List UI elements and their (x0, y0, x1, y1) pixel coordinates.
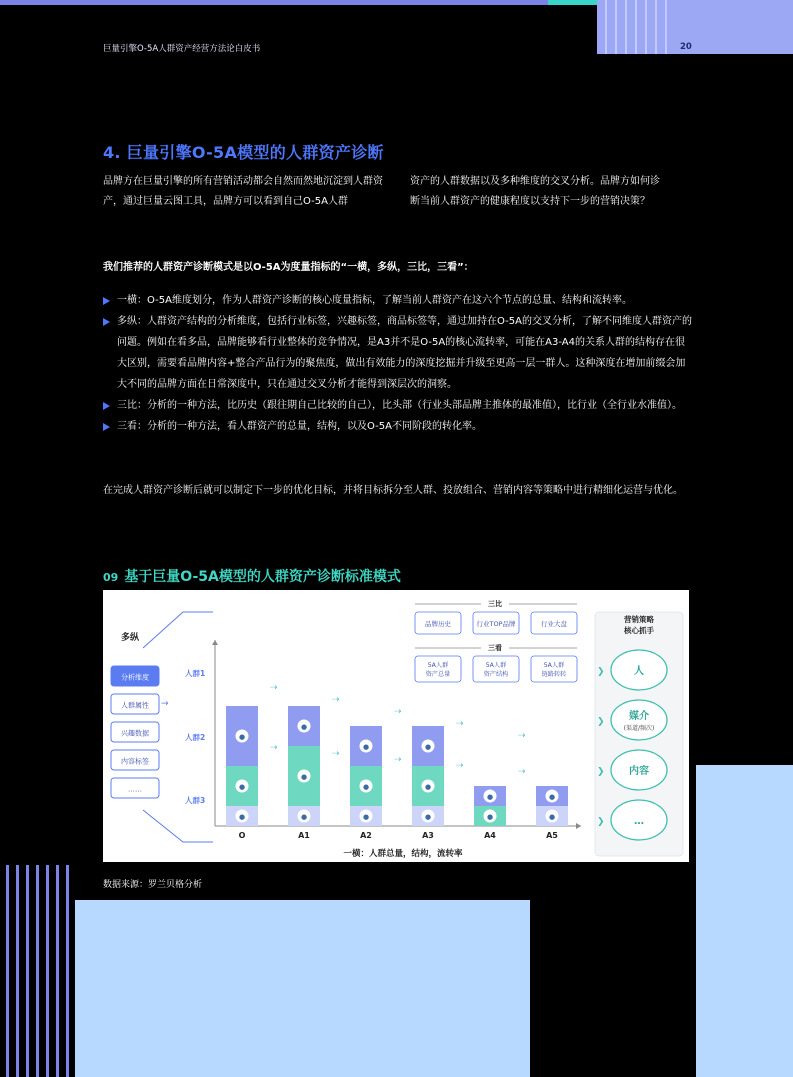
summary-paragraph: 在完成人群资产诊断后就可以制定下一步的优化目标，并将目标拆分至人群、投放组合、营销内容等策略中进行精细化运营与优化。 (103, 485, 683, 496)
y-axis-arrow-icon (212, 640, 218, 645)
duozong-connector-line (143, 612, 213, 648)
dimension-label: 分析维度 (121, 673, 149, 682)
triangle-bullet-icon (103, 402, 110, 410)
intro-right-line2: 断当前人群资产的健康程度以支持下一步的营销决策？ (410, 196, 650, 207)
bullet-list (103, 290, 693, 437)
bullet-text: 三比：分析的一种方法，比历史（跟往期自己比较的自己），比头部（行业头部品牌主推体的最准值），比行业（全行业水准值）。 (117, 400, 682, 411)
strategy-item: 内容 (629, 766, 649, 777)
flow-arrow-icon: ⇢ (332, 695, 340, 705)
decorative-stripes (0, 865, 80, 1077)
person-icon: ● (362, 813, 370, 821)
person-icon: ● (486, 813, 494, 821)
strategy-title: 核心抓手 (624, 626, 654, 635)
person-icon: ● (548, 793, 556, 801)
triangle-bullet-icon (103, 297, 110, 305)
person-icon: ● (424, 813, 432, 821)
sankan-box (415, 656, 461, 682)
x-tick-label: O (238, 831, 246, 840)
bullet-item (103, 395, 693, 416)
bullet-item (103, 416, 693, 437)
intro-left-line1: 品牌方在巨量引擎的所有营销活动都会自然而然地沉淀到人群资 (103, 176, 383, 187)
sankan-item: 资产结构 (483, 671, 509, 678)
dimension-label: …… (128, 785, 142, 794)
doc-header-title: 巨量引擎O-5A人群资产经营方法论白皮书 (103, 44, 261, 54)
lead-paragraph: 我们推荐的人群资产诊断模式是以O-5A为度量指标的“一横，多纵，三比，三看”： (103, 262, 474, 273)
person-icon: ● (300, 813, 308, 821)
intro-right-line1: 资产的人群数据以及多种维度的交叉分析。品牌方如何诊 (410, 176, 660, 187)
sanbi-item: 行业大盘 (541, 620, 567, 628)
sankan-label: 三看 (488, 644, 502, 652)
bullet-text: 多纵：人群资产结构的分析维度，包括行业标签，兴趣标签，商品标签等，通过加持在O-5A的交叉分析，了解不同维度人群资产的问题。例如在看多品，品牌能够看行业整体的竞争情况，是A3并不是O-5A的核心流转率，可能在A3-A4的关系人群的结构存在很大区别，需要看品牌内容+整合产品行为的聚焦度，做出有效能力的深度挖掘并升级至更高一层一群人。这种深度在增加前缀会加大不同的品牌方面在日常深度中，只在通过交叉分析才能得到深层次的洞察。 (117, 316, 692, 390)
person-icon: ● (238, 813, 246, 821)
strategy-sub: (渠道/频次) (623, 725, 655, 732)
dimension-label: 兴趣数据 (121, 729, 149, 738)
x-tick-label: A2 (360, 831, 372, 840)
top-accent-bar (0, 0, 548, 5)
chevron-right-icon: ❯ (597, 667, 605, 677)
figure-title (103, 566, 401, 586)
sankan-item: 资产总量 (425, 671, 451, 678)
bullet-item (103, 311, 693, 395)
decorative-block-left (75, 900, 530, 1077)
page-number: 20 (680, 42, 692, 52)
intro-right (410, 172, 693, 212)
person-icon: ● (548, 813, 556, 821)
diagram-svg (103, 590, 689, 862)
sanbi-label: 三比 (488, 600, 502, 608)
sanbi-item: 品牌历史 (425, 620, 451, 628)
figure-source: 数据来源：罗兰贝格分析 (103, 880, 203, 890)
flow-arrow-icon: ⇢ (270, 743, 278, 753)
o5a-diagnosis-diagram (103, 590, 689, 862)
chevron-right-icon: ❯ (597, 767, 605, 777)
group-label: 人群3 (185, 796, 206, 805)
x-tick-label: A4 (484, 831, 496, 840)
page-number-box (597, 0, 793, 54)
intro-left-line2: 产，通过巨量云图工具，品牌方可以看到自己O-5A人群 (103, 196, 348, 207)
person-icon: ● (362, 743, 370, 751)
dimension-label: 人群属性 (121, 701, 149, 710)
arrow-right-icon: → (161, 699, 169, 709)
flow-arrow-icon: ⇢ (332, 749, 340, 759)
section-title: 4. 巨量引擎O-5A模型的人群资产诊断 (103, 143, 384, 162)
strategy-item: 媒介 (629, 711, 649, 722)
flow-arrow-icon: ⇢ (394, 707, 402, 717)
flow-arrow-icon: ⇢ (456, 719, 464, 729)
x-axis-arrow-icon (576, 823, 581, 829)
person-icon: ● (238, 733, 246, 741)
sankan-item: 链路转转 (541, 671, 567, 678)
duozong-connector-line (143, 810, 213, 842)
person-icon: ● (300, 723, 308, 731)
intro-left (103, 172, 383, 212)
sankan-box (473, 656, 519, 682)
duozong-label: 多纵 (121, 633, 140, 643)
sankan-item: 5A人群 (427, 662, 449, 669)
chevron-right-icon: ❯ (597, 817, 605, 827)
sankan-item: 5A人群 (543, 662, 565, 669)
group-label: 人群2 (185, 733, 206, 742)
chevron-right-icon: ❯ (597, 717, 605, 727)
person-icon: ● (424, 743, 432, 751)
strategy-item: … (634, 816, 644, 827)
bullet-item (103, 290, 693, 311)
dimension-label: 内容标签 (121, 757, 149, 766)
figure-title-text: 基于巨量O-5A模型的人群资产诊断标准模式 (124, 569, 401, 585)
x-axis-label: 一横：人群总量，结构，流转率 (343, 849, 463, 859)
bullet-text: 三看：分析的一种方法，看人群资产的总量，结构，以及O-5A不同阶段的转化率。 (117, 421, 482, 432)
flow-arrow-icon: ⇢ (518, 731, 526, 741)
group-label: 人群1 (185, 669, 206, 678)
flow-arrow-icon: ⇢ (270, 683, 278, 693)
bullet-text: 一横：O-5A维度划分，作为人群资产诊断的核心度量指标，了解当前人群资产在这六个节点的总量、结构和流转率。 (117, 295, 632, 306)
strategy-title: 营销策略 (624, 615, 654, 624)
flow-arrow-icon: ⇢ (518, 767, 526, 777)
person-icon: ● (300, 773, 308, 781)
person-icon: ● (486, 793, 494, 801)
flow-arrow-icon: ⇢ (456, 761, 464, 771)
x-tick-label: A1 (298, 831, 310, 840)
sanbi-item: 行业TOP品牌 (476, 620, 516, 628)
decorative-block-right (696, 765, 793, 1077)
person-icon: ● (424, 783, 432, 791)
person-icon: ● (238, 783, 246, 791)
sankan-item: 5A人群 (485, 662, 507, 669)
triangle-bullet-icon (103, 318, 110, 326)
triangle-bullet-icon (103, 423, 110, 431)
flow-arrow-icon: ⇢ (394, 755, 402, 765)
figure-number: 09 (103, 571, 119, 584)
x-tick-label: A5 (546, 831, 558, 840)
person-icon: ● (362, 783, 370, 791)
x-tick-label: A3 (422, 831, 434, 840)
strategy-item: 人 (634, 666, 644, 677)
sankan-box (531, 656, 577, 682)
